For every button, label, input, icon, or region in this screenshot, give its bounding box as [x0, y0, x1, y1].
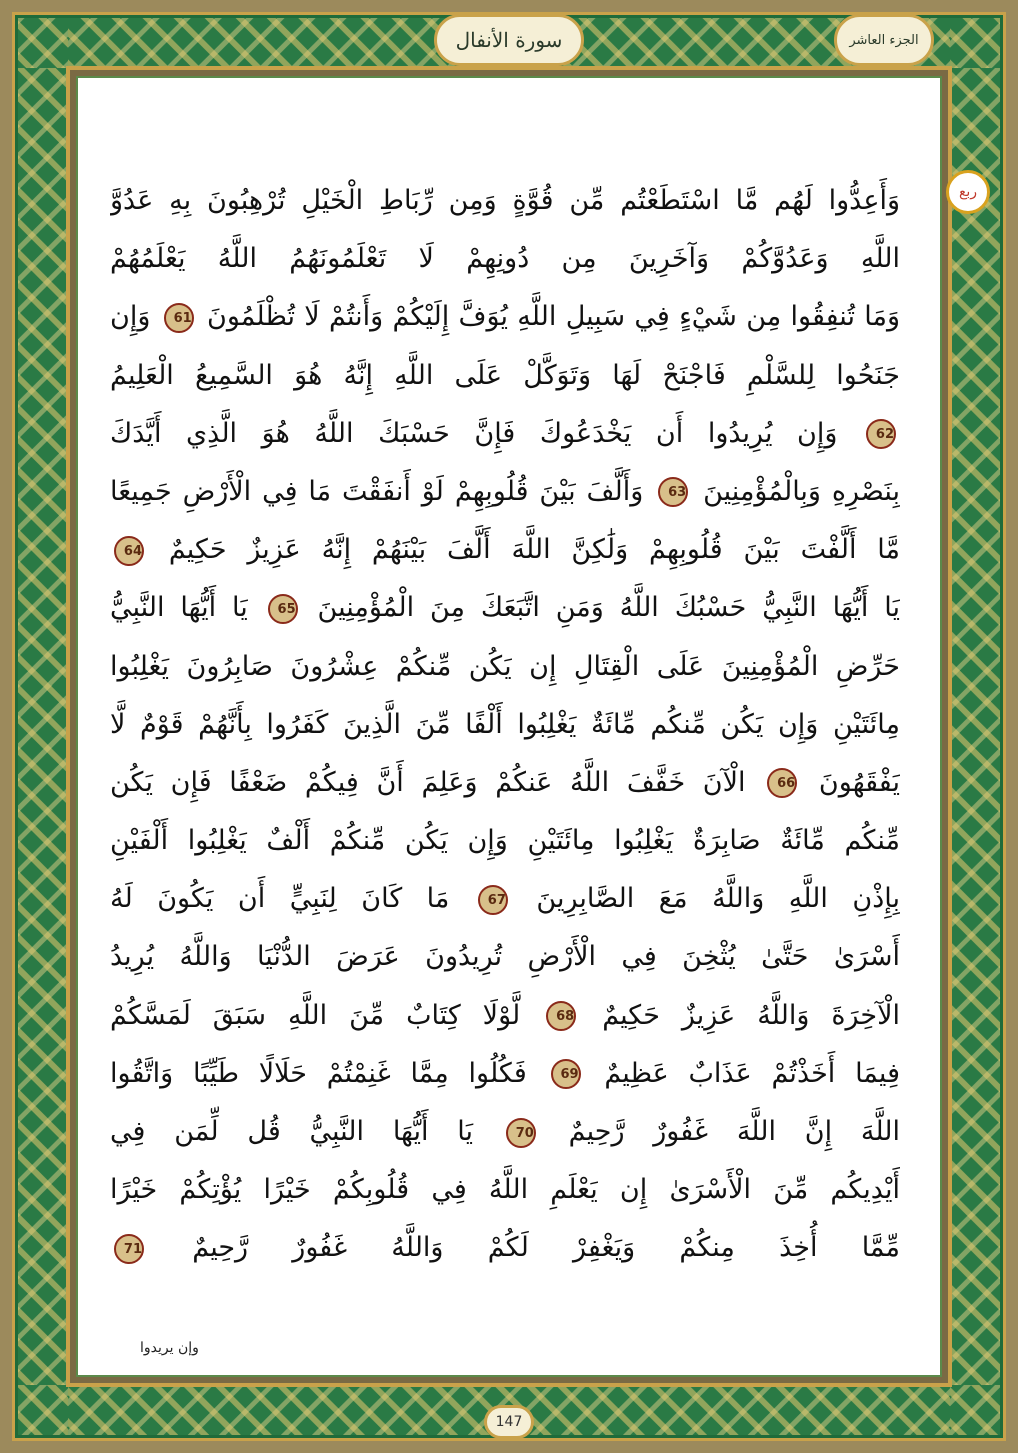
ayah-number-marker: 65 — [268, 594, 298, 624]
verse-text: وَأَعِدُّوا لَهُم مَّا اسْتَطَعْتُم مِّن قُوَّةٍ وَمِن رِّبَاطِ الْخَيْلِ تُرْهِبُونَ بِهِ عَدُوَّ — [110, 185, 900, 216]
ayah-number-marker: 68 — [546, 1001, 576, 1031]
ayah-number-marker: 61 — [164, 303, 194, 333]
verse-text: أَسْرَىٰ حَتَّىٰ يُثْخِنَ فِي الْأَرْضِ تُرِيدُونَ عَرَضَ الدُّنْيَا وَاللَّهُ يُرِيدُ — [110, 941, 900, 973]
verse-text: وَأَلَّفَ بَيْنَ قُلُوبِهِمْ لَوْ أَنفَقْتَ مَا فِي الْأَرْضِ جَمِيعًا — [110, 475, 644, 507]
verse-text: وَمَا تُنفِقُوا مِن شَيْءٍ فِي سَبِيلِ اللَّهِ يُوَفَّ إِلَيْكُمْ وَأَنتُمْ لَا تُظْلَمُونَ — [207, 301, 900, 333]
verse-line — [110, 638, 900, 696]
verse-text: يَا أَيُّهَا النَّبِيُّ قُل لِّمَن فِي — [110, 1116, 474, 1147]
ayah-number-marker: 69 — [551, 1059, 581, 1089]
verse-text: مَّا أَلَّفْتَ بَيْنَ قُلُوبِهِمْ وَلَٰكِنَّ اللَّهَ أَلَّفَ بَيْنَهُمْ إِنَّهُ عَزِيزٌ حَكِيمٌ — [168, 534, 900, 566]
verse-line — [110, 1161, 900, 1219]
ayah-number-marker: 62 — [866, 419, 896, 449]
juz-label: الجزء العاشر — [834, 14, 934, 66]
verse-text: فِيمَا أَخَذْتُمْ عَذَابٌ عَظِيمٌ — [604, 1057, 900, 1089]
verse-text: لَّوْلَا كِتَابٌ مِّنَ اللَّهِ سَبَقَ لَمَسَّكُمْ — [110, 999, 521, 1031]
verse-text: يَا أَيُّهَا النَّبِيُّ حَسْبُكَ اللَّهُ وَمَنِ اتَّبَعَكَ مِنَ الْمُؤْمِنِينَ — [317, 592, 900, 624]
verse-text: مِائَتَيْنِ وَإِن يَكُن مِّنكُم مِّائَةٌ يَغْلِبُوا أَلْفًا مِّنَ الَّذِينَ كَفَرُوا بِأَنَّهُمْ قَوْمٌ لَّا — [110, 708, 900, 740]
ayah-number-marker: 63 — [658, 477, 688, 507]
verse-text: بِنَصْرِهِ وَبِالْمُؤْمِنِينَ — [703, 475, 900, 507]
surah-title: سورة الأنفال — [434, 14, 584, 66]
verse-line — [110, 812, 900, 870]
verse-line — [110, 1045, 900, 1103]
ayah-number-marker: 67 — [478, 885, 508, 915]
verse-text: وَإِن يُرِيدُوا أَن يَخْدَعُوكَ فَإِنَّ حَسْبَكَ اللَّهُ هُوَ الَّذِي أَيَّدَكَ — [110, 417, 838, 449]
verse-text: اللَّهَ إِنَّ اللَّهَ غَفُورٌ رَّحِيمٌ — [568, 1116, 900, 1147]
rub-hizb-marker-icon: ربع — [946, 170, 990, 214]
verse-text: بِإِذْنِ اللَّهِ وَاللَّهُ مَعَ الصَّابِرِينَ — [536, 883, 900, 915]
verse-line — [110, 696, 900, 754]
verse-line — [110, 521, 900, 579]
ayah-number-marker: 66 — [767, 768, 797, 798]
verse-line — [110, 172, 900, 230]
verse-line — [110, 347, 900, 405]
ayah-number-marker: 70 — [506, 1118, 536, 1148]
verse-text: حَرِّضِ الْمُؤْمِنِينَ عَلَى الْقِتَالِ إِن يَكُن مِّنكُمْ عِشْرُونَ صَابِرُونَ يَغْلِبُوا — [110, 650, 900, 682]
verse-text: جَنَحُوا لِلسَّلْمِ فَاجْنَحْ لَهَا وَتَوَكَّلْ عَلَى اللَّهِ إِنَّهُ هُوَ السَّمِيعُ الْعَلِيمُ — [110, 359, 900, 391]
verse-text: مَا كَانَ لِنَبِيٍّ أَن يَكُونَ لَهُ — [110, 883, 450, 915]
verse-text: يَفْقَهُونَ — [818, 766, 900, 798]
verse-line — [110, 405, 900, 463]
ayah-number-marker: 64 — [114, 536, 144, 566]
verse-lines — [110, 172, 900, 1278]
page-number: 147 — [484, 1405, 534, 1439]
verse-text: يَا أَيُّهَا النَّبِيُّ — [110, 592, 248, 624]
ayah-number-marker: 71 — [114, 1234, 144, 1264]
verse-text: مِّمَّا أُخِذَ مِنكُمْ وَيَغْفِرْ لَكُمْ وَاللَّهُ غَفُورٌ رَّحِيمٌ — [192, 1232, 900, 1264]
verse-line — [110, 1219, 900, 1277]
verse-text: الْآخِرَةَ وَاللَّهُ عَزِيزٌ حَكِيمٌ — [602, 999, 900, 1031]
verse-text: مِّنكُم مِّائَةٌ صَابِرَةٌ يَغْلِبُوا مِائَتَيْنِ وَإِن يَكُن مِّنكُمْ أَلْفٌ يَغْلِبُوا أَلْفَيْنِ — [110, 825, 900, 857]
verse-text: الْآنَ خَفَّفَ اللَّهُ عَنكُمْ وَعَلِمَ أَنَّ فِيكُمْ ضَعْفًا فَإِن يَكُن — [110, 766, 746, 798]
verse-line — [110, 928, 900, 986]
verse-text: اللَّهِ وَعَدُوَّكُمْ وَآخَرِينَ مِن دُونِهِمْ لَا تَعْلَمُونَهُمُ اللَّهُ يَعْلَمُهُمْ — [110, 243, 900, 275]
verse-text: فَكُلُوا مِمَّا غَنِمْتُمْ حَلَالًا طَيِّبًا وَاتَّقُوا — [110, 1057, 527, 1089]
verse-line — [110, 579, 900, 637]
catchword: وإن يريدوا — [140, 1340, 199, 1356]
verse-text: أَيْدِيكُم مِّنَ الْأَسْرَىٰ إِن يَعْلَمِ اللَّهُ فِي قُلُوبِكُمْ خَيْرًا يُؤْتِكُمْ خَيْرًا — [110, 1174, 900, 1206]
verse-line — [110, 230, 900, 288]
verse-line — [110, 288, 900, 346]
verse-line — [110, 463, 900, 521]
verse-line — [110, 1103, 900, 1161]
verse-line — [110, 987, 900, 1045]
verse-line — [110, 754, 900, 812]
verse-text: وَإِن — [110, 301, 151, 333]
verse-line — [110, 870, 900, 928]
